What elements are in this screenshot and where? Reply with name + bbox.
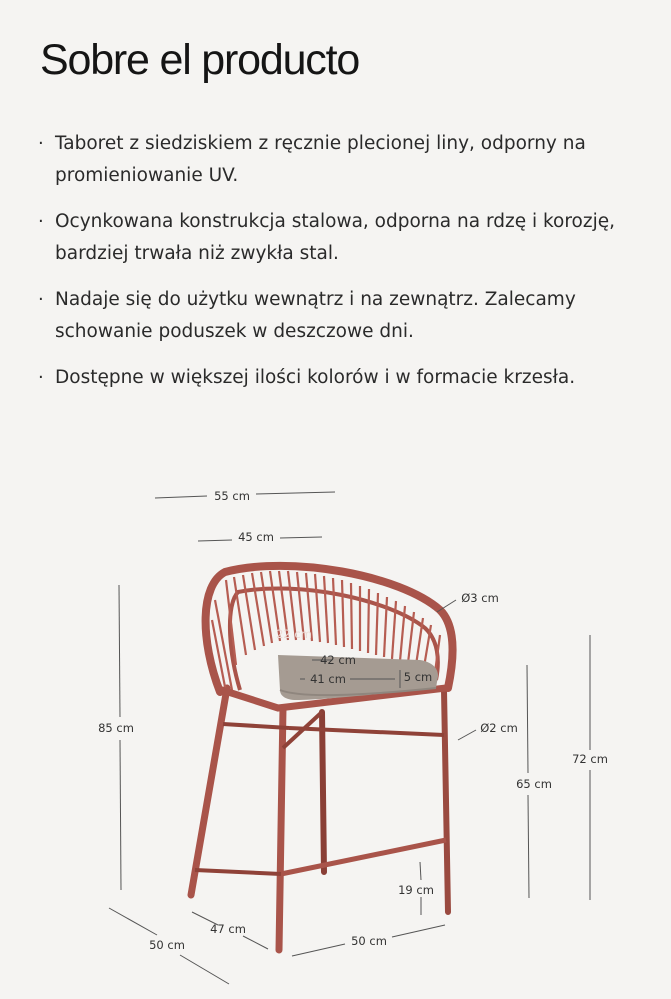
dim-tube-back: Ø3 cm [461,591,499,605]
feature-item [38,362,638,394]
dim-seat-width: 45 cm [238,530,274,544]
feature-text: Dostępne w większej ilości kolorów i w formacie krzesła. [55,367,576,388]
feature-text: Taboret z siedziskiem z ręcznie plecionej liny, odporny na promieniowanie UV. [55,133,586,186]
dim-base-front: 47 cm [210,922,246,936]
feature-item [38,206,638,270]
bullet-icon: · [38,211,44,232]
dim-width-top: 55 cm [214,489,250,503]
dim-seat-depth: 42 cm [320,653,356,667]
feature-list [38,128,638,408]
dim-cushion-thickness: 5 cm [403,670,433,684]
feature-item [38,284,638,348]
product-dimension-diagram [0,470,671,999]
dim-footrest-height: 19 cm [398,883,434,897]
dimension-labels [98,489,608,952]
feature-text: Ocynkowana konstrukcja stalowa, odporna na rdzę i korozję, bardziej trwała niż zwykła stal. [55,211,615,264]
dim-total-height: 85 cm [98,721,134,735]
dim-base-right: 50 cm [351,934,387,948]
bullet-icon: · [38,367,44,388]
bullet-icon: · [38,289,44,310]
dim-back-inner-height: 22 cm [276,627,312,641]
dim-seat-height: 65 cm [516,777,552,791]
feature-item [38,128,638,192]
dim-leg-tube: Ø2 cm [480,721,518,735]
bullet-icon: · [38,133,44,154]
dim-seat-front: 41 cm [310,672,346,686]
dim-depth-left: 50 cm [149,938,185,952]
dim-armrest-height: 72 cm [572,752,608,766]
feature-text: Nadaje się do użytku wewnątrz i na zewnątrz. Zalecamy schowanie poduszek w deszczowe dni. [55,289,576,342]
section-title: Sobre el producto [40,36,360,84]
dimension-lines [109,492,590,984]
